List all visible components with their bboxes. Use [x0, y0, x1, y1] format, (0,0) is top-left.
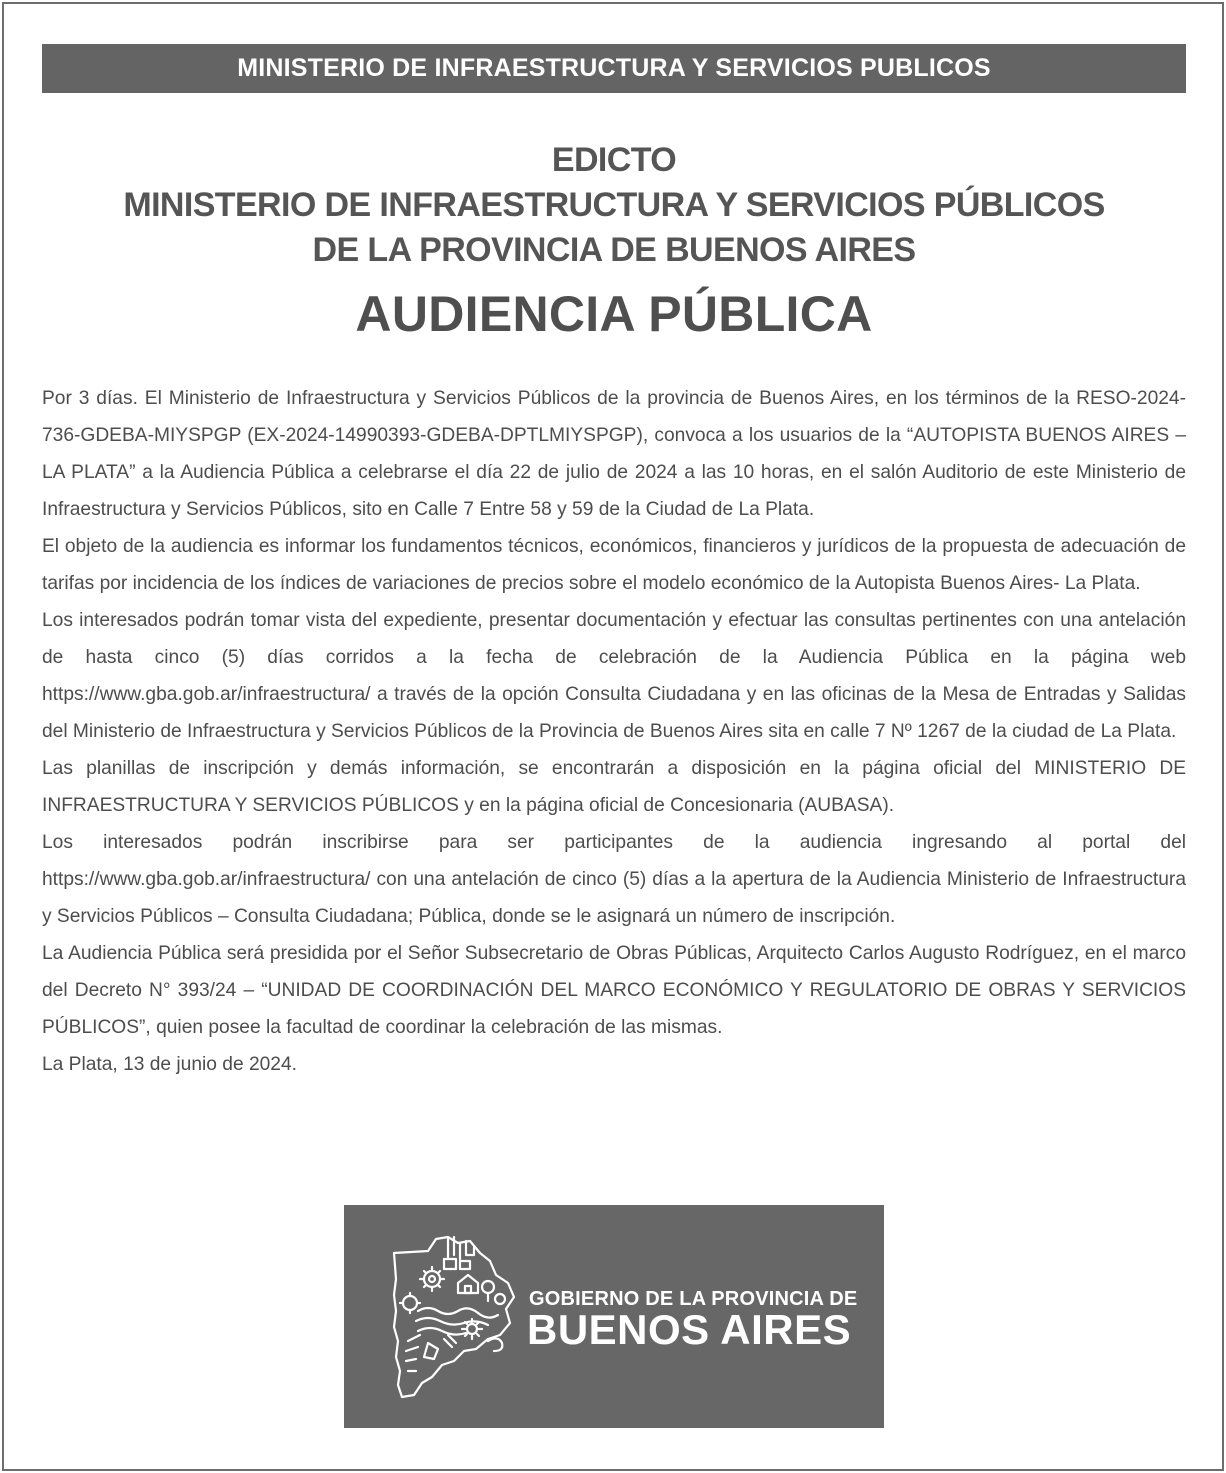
edict-body	[42, 380, 1186, 1083]
logo-government-text: GOBIERNO DE LA PROVINCIA DE	[529, 1288, 858, 1310]
paragraph-date: La Plata, 13 de junio de 2024.	[42, 1054, 297, 1075]
paragraph-convocation: Por 3 días. El Ministerio de Infraestructura y Servicios Públicos de la provincia de Buenos Aires, en los términos de la RESO-2024-736-GDEBA-MIYSPGP (EX-2024-14990393-GDEBA-DPTLMIYSPGP), convoca a los usuarios de la “AUTOPISTA BUENOS AIRES – LA PLATA” a la Audiencia Pública a celebrarse el día 22 de julio de 2024 a las 10 horas, en el salón Auditorio de este Ministerio de Infraestructura y Servicios Públicos, sito en Calle 7 Entre 58 y 59 de la Ciudad de La Plata.	[42, 388, 1186, 520]
paragraph-registration: Los interesados podrán inscribirse para ser participantes de la audiencia ingresando al portal del https://www.gba.gob.ar/infraestructura/ con una antelación de cinco (5) días a la apertura de la Audiencia Ministerio de Infraestructura y Servicios Públicos – Consulta Ciudadana; Pública, donde se le asignará un número de inscripción.	[42, 832, 1186, 927]
paragraph-presidency: La Audiencia Pública será presidida por el Señor Subsecretario de Obras Públicas, Arquitecto Carlos Augusto Rodríguez, en el marco del Decreto N° 393/24 – “UNIDAD DE COORDINACIÓN DEL MARCO ECONÓMICO Y REGULATORIO DE OBRAS Y SERVICIOS PÚBLICOS”, quien posee la facultad de coordinar la celebración de las mismas.	[42, 943, 1186, 1038]
heading-province: DE LA PROVINCIA DE BUENOS AIRES	[312, 231, 916, 269]
government-logo	[344, 1205, 884, 1428]
province-map-emblem-icon	[388, 1231, 518, 1401]
page-title: AUDIENCIA PÚBLICA	[355, 286, 873, 342]
heading-edicto: EDICTO	[551, 141, 677, 179]
logo-province-text: BUENOS AIRES	[527, 1306, 852, 1353]
edict-heading	[42, 138, 1186, 273]
paragraph-consultation: Los interesados podrán tomar vista del expediente, presentar documentación y efectuar las consultas pertinentes con una antelación de hasta cinco (5) días corridos a la fecha de celebración de la Audiencia Pública en la página web https://www.gba.gob.ar/infraestructura/ a través de la opción Consulta Ciudadana y en las oficinas de la Mesa de Entradas y Salidas del Ministerio de Infraestructura y Servicios Públicos de la Provincia de Buenos Aires sita en calle 7 Nº 1267 de la ciudad de La Plata.	[42, 610, 1186, 742]
paragraph-forms: Las planillas de inscripción y demás información, se encontrarán a disposición en la página oficial del MINISTERIO DE INFRAESTRUCTURA Y SERVICIOS PÚBLICOS y en la página oficial de Concesionaria (AUBASA).	[42, 758, 1186, 816]
ministry-banner: MINISTERIO DE INFRAESTRUCTURA Y SERVICIOS PUBLICOS	[42, 44, 1186, 93]
heading-ministry: MINISTERIO DE INFRAESTRUCTURA Y SERVICIOS PÚBLICOS	[123, 186, 1105, 224]
paragraph-objective: El objeto de la audiencia es informar los fundamentos técnicos, económicos, financieros y jurídicos de la propuesta de adecuación de tarifas por incidencia de los índices de variaciones de precios sobre el modelo económico de la Autopista Buenos Aires- La Plata.	[42, 536, 1186, 594]
